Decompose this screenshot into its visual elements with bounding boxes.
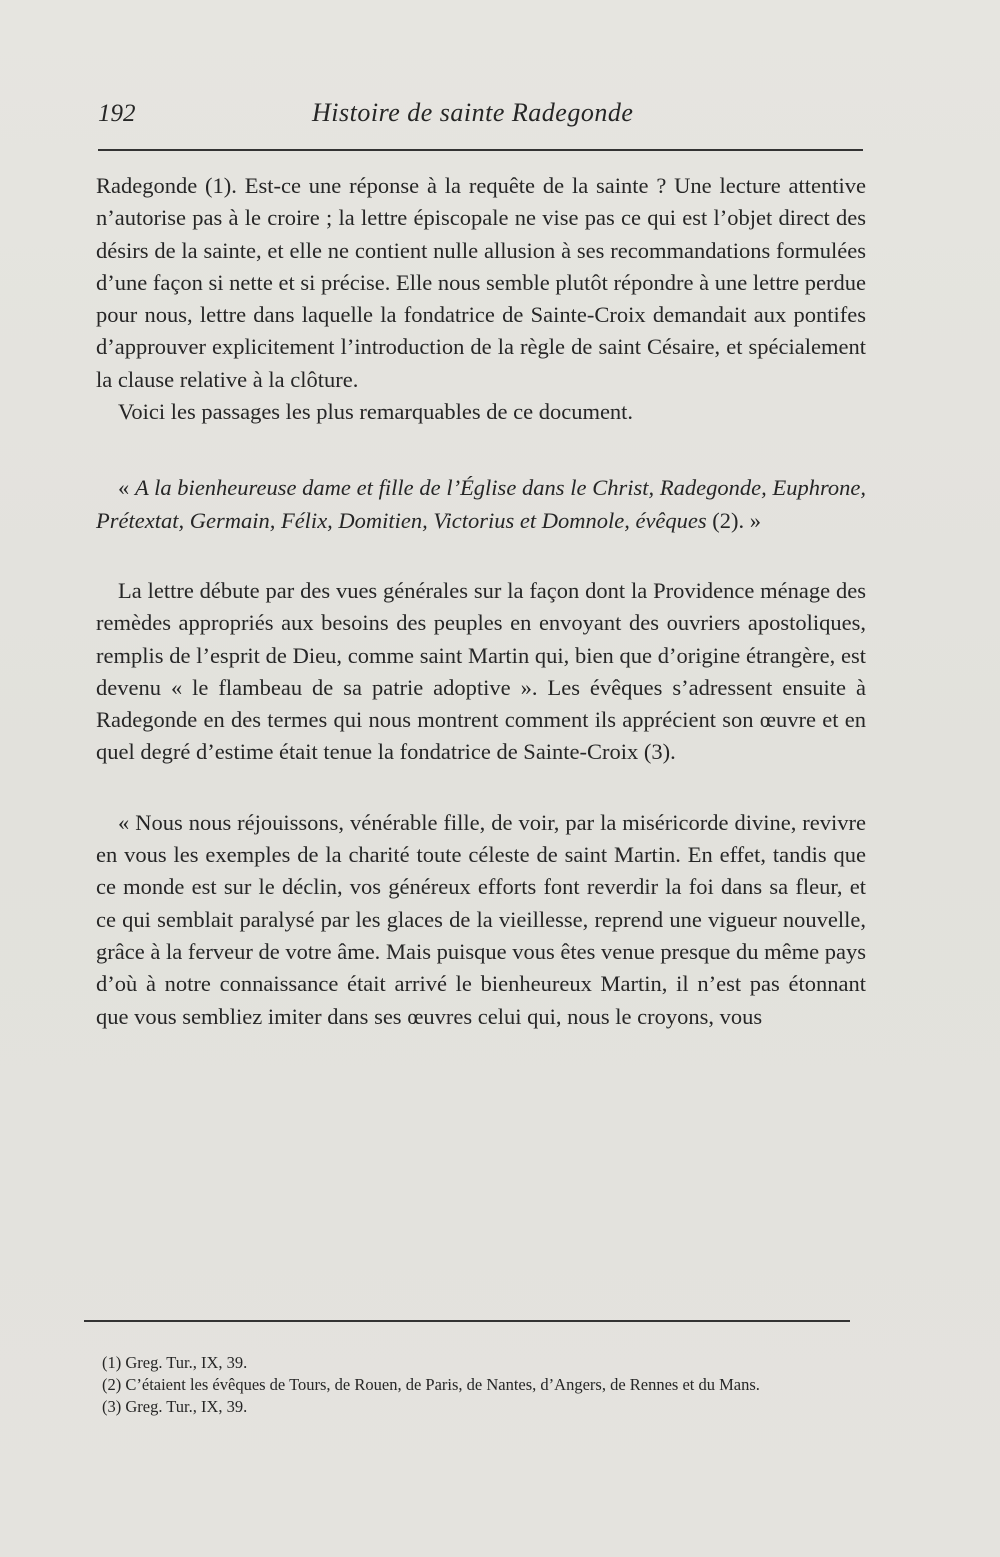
- main-text: [96, 170, 866, 1033]
- page-number: 192: [98, 100, 136, 127]
- salutation-close: (2). »: [706, 507, 762, 533]
- header-rule: [98, 149, 863, 151]
- paragraph-intro-document: Voici les passages les plus remarquables de ce document.: [118, 399, 634, 425]
- footnotes: [84, 1352, 854, 1418]
- paragraph-letter-quote: « Nous nous réjouissons, vénérable fille, de voir, par la miséricorde divine, revivre en vous les exemples de la charité toute céleste de saint Martin. En effet, tandis que ce monde est sur le déclin, vos généreux efforts font reverdir la foi dans sa fleur, et ce qui semblait paralysé par les glaces de la vieillesse, reprend une vigueur nouvelle, grâce à la ferveur de votre âme. Mais puisque vous êtes venue presque du même pays d’où à notre connaissance était arrivé le bienheureux Martin, il n’est pas étonnant que vous sembliez imiter dans ses œuvres celui qui, nous le croyons, vous: [96, 809, 866, 1029]
- footnote-1: (1) Greg. Tur., IX, 39.: [102, 1353, 248, 1372]
- salutation-text: A la bienheureuse dame et fille de l’Église dans le Christ, Radegonde, Euphrone, Prétextat, Germain, Félix, Domitien, Victorius et Domnole, évêques: [96, 475, 866, 533]
- footnote-rule: [84, 1320, 850, 1322]
- footnote-3: (3) Greg. Tur., IX, 39.: [102, 1397, 248, 1416]
- running-title: Histoire de sainte Radegonde: [312, 98, 634, 127]
- page-header: [98, 92, 863, 132]
- footnote-2: (2) C’étaient les évêques de Tours, de Rouen, de Paris, de Nantes, d’Angers, de Rennes et du Mans.: [102, 1375, 760, 1394]
- paragraph-continuation: Radegonde (1). Est-ce une réponse à la requête de la sainte ? Une lecture attentive n’autorise pas à le croire ; la lettre épiscopale ne vise pas ce qui est l’objet direct des désirs de la sainte, et elle ne contient nulle allusion à ses recommandations formulées d’une façon si nette et si précise. Elle nous semble plutôt répondre à une lettre perdue pour nous, lettre dans laquelle la fondatrice de Sainte-Croix demandait aux pontifes d’approuver explicitement l’introduction de la règle de saint Césaire, et spécialement la clause relative à la clôture.: [96, 173, 866, 392]
- paragraph-letter-summary: La lettre débute par des vues générales sur la façon dont la Providence ménage des remèdes appropriés aux besoins des peuples en envoyant des ouvriers apostoliques, remplis de l’esprit de Dieu, comme saint Martin qui, bien que d’origine étrangère, est devenu « le flambeau de sa patrie adoptive ». Les évêques s’adressent ensuite à Radegonde en des termes qui nous montrent comment ils apprécient son œuvre et en quel degré d’estime était tenue la fondatrice de Sainte-Croix (3).: [96, 577, 866, 765]
- salutation-open-quote: «: [118, 475, 135, 501]
- letter-salutation: [96, 472, 866, 537]
